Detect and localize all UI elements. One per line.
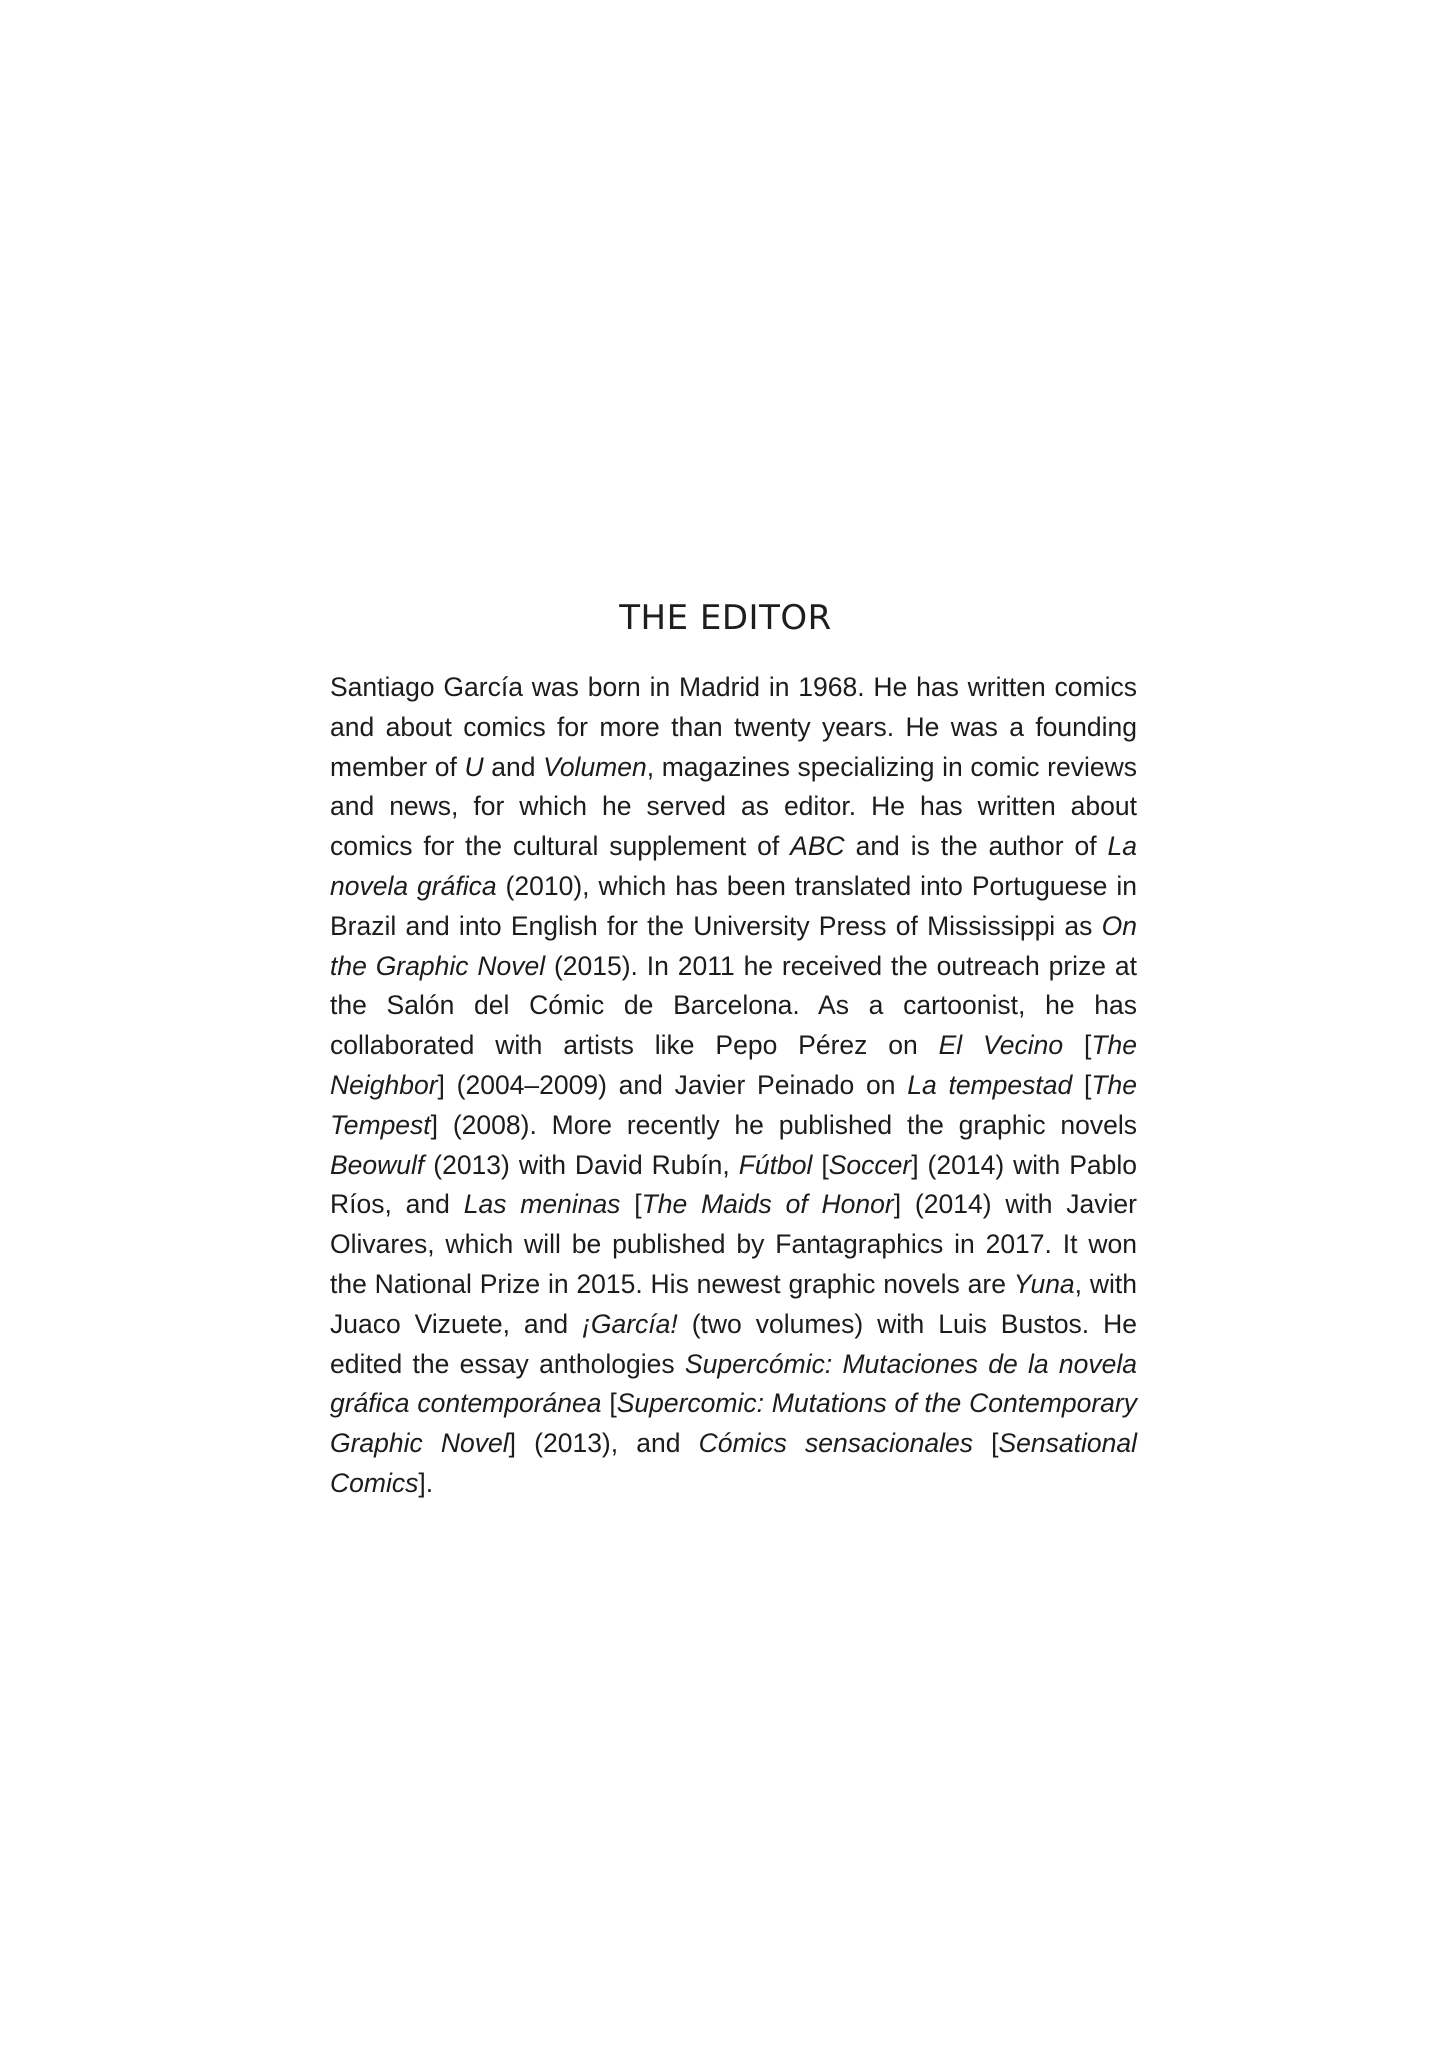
paragraph-text: [ [973,1428,999,1459]
paragraph-text: (2015). In 2011 he received the outreach prize at the Salón del Cómic de Barcelona. As a cartoonist, he has collaborated with artists like Pepo Pérez on [330,950,1137,1061]
paragraph-text: , with Juaco Vizuete, and [330,1268,1137,1339]
editor-bio-paragraph [330,668,1137,1504]
italic-title-text: Cómics sensacionales [698,1428,973,1459]
paragraph-text: [ [601,1388,617,1419]
paragraph-text: [ [812,1149,829,1180]
paragraph-text: [ [620,1189,642,1220]
italic-title-text: U [464,751,484,782]
paragraph-text: (2013) with David Rubín, [424,1149,739,1180]
page-title: THE EDITOR [619,598,832,638]
italic-title-text: Supercómic: Mutaciones de la novela gráfica contemporánea [330,1348,1137,1419]
paragraph-text: and [483,751,544,782]
paragraph-text: (2010), which has been translated into Portuguese in Brazil and into English for the University Press of Mississippi as [330,870,1137,941]
italic-title-text: Yuna [1013,1268,1075,1299]
italic-title-text: The Maids of Honor [641,1189,894,1220]
italic-title-text: Sensational Comics [330,1428,1137,1498]
italic-title-text: Volumen [543,751,647,782]
italic-title-text: The Neighbor [330,1030,1137,1100]
italic-title-text: La tempestad [907,1069,1073,1100]
italic-title-text: The Tempest [330,1069,1137,1140]
paragraph-text: ] (2014) with Javier Olivares, which will be published by Fantagraphics in 2017. It won the National Prize in 2015. His newest graphic novels are [330,1189,1137,1299]
paragraph-text: [ [1063,1030,1092,1061]
italic-title-text: La novela gráfica [330,831,1138,901]
paragraph-text: ] (2014) with Pablo Ríos, and [330,1149,1137,1220]
italic-title-text: Las meninas [463,1189,621,1220]
paragraph-text: [ [1072,1069,1092,1100]
paragraph-text: ] (2008). More recently he published the graphic novels [430,1109,1137,1140]
italic-title-text: ¡García! [582,1308,678,1339]
paragraph-text: Santiago García was born in Madrid in 1968. He has written comics and about comics for more than twenty years. He was a founding member of [330,672,1137,782]
italic-title-text: Beowulf [330,1149,425,1180]
paragraph-text: ]. [418,1467,434,1498]
italic-title-text: El Vecino [938,1030,1064,1061]
italic-title-text: Soccer [828,1149,912,1180]
italic-title-text: Supercomic: Mutations of the Contemporary Graphic Novel [330,1388,1137,1459]
paragraph-text: ] (2004–2009) and Javier Peinado on [437,1069,908,1100]
italic-title-text: ABC [790,831,845,862]
paragraph-text: (two volumes) with Luis Bustos. He edited the essay anthologies [330,1308,1137,1379]
paragraph-text: ] (2013), and [508,1428,699,1459]
italic-title-text: On the Graphic Novel [330,910,1137,981]
paragraph-text: , magazines specializing in comic reviews and news, for which he served as editor. He has written about comics for the cultural supplement of [330,751,1137,862]
italic-title-text: Fútbol [738,1149,813,1180]
paragraph-text: and is the author of [844,831,1108,862]
